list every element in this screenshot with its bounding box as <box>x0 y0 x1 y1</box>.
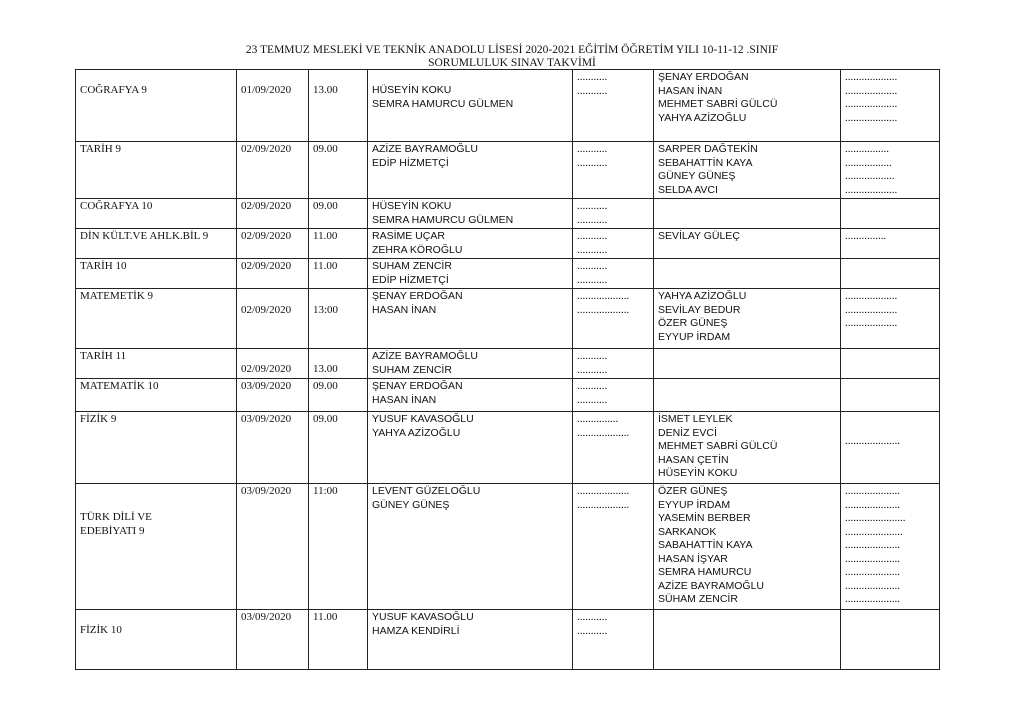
signature-dots: ................... <box>577 290 630 302</box>
exam-date: 02/09/2020 <box>241 230 292 242</box>
member-name: ŞENAY ERDOĞAN <box>658 71 749 83</box>
signature-dots: ..................... <box>845 525 903 538</box>
table-row <box>76 229 940 259</box>
date-cell <box>237 349 309 379</box>
signature-dots: ........... <box>577 200 608 212</box>
teachers-cell <box>368 289 573 349</box>
table-row <box>76 484 940 610</box>
time-cell <box>309 484 368 610</box>
signature-dots: .................... <box>845 552 900 565</box>
signature-dots: ................... <box>577 303 630 316</box>
signature-dots: .................... <box>845 435 900 447</box>
signature-cell <box>573 70 654 142</box>
signature-dots: ................... <box>845 98 898 110</box>
document-title-line1: 23 TEMMUZ MESLEKİ VE TEKNİK ANADOLU LİSESİ 2020-2021 EĞİTİM ÖĞRETİM YILI 10-11-12 .SINIF <box>245 44 779 56</box>
exam-time: 13.00 <box>313 363 338 375</box>
teacher-name: AZİZE BAYRAMOĞLU <box>372 350 478 362</box>
teachers-cell <box>368 142 573 199</box>
member-signature-cell <box>841 199 940 229</box>
teacher-name: GÜNEY GÜNEŞ <box>372 498 450 511</box>
member-name: SEBAHATTİN KAYA <box>658 156 753 169</box>
lesson-cell <box>76 349 237 379</box>
lesson-name: COĞRAFYA 9 <box>80 84 147 96</box>
signature-dots: ........... <box>577 260 608 272</box>
lesson-name: MATEMATİK 10 <box>80 380 159 392</box>
lesson-cell <box>76 199 237 229</box>
member-name: HASAN ÇETİN <box>658 453 729 466</box>
exam-date: 02/09/2020 <box>241 363 292 375</box>
member-name: EYYUP İRDAM <box>658 498 731 511</box>
lesson-cell <box>76 289 237 349</box>
teachers-cell <box>368 379 573 412</box>
members-cell <box>654 349 841 379</box>
exam-date: 02/09/2020 <box>241 200 292 212</box>
table-row <box>76 610 940 670</box>
lesson-cell <box>76 259 237 289</box>
exam-date: 03/09/2020 <box>241 485 292 497</box>
member-signature-cell <box>841 259 940 289</box>
signature-dots: ................. <box>845 156 892 169</box>
time-cell <box>309 142 368 199</box>
lesson-name: FİZİK 10 <box>80 624 122 636</box>
time-cell <box>309 70 368 142</box>
exam-date: 03/09/2020 <box>241 413 292 425</box>
signature-dots: .................... <box>845 539 900 551</box>
members-cell <box>654 289 841 349</box>
teacher-name: HASAN İNAN <box>372 393 437 406</box>
date-cell <box>237 412 309 484</box>
table-row <box>76 142 940 199</box>
member-signature-cell <box>841 412 940 484</box>
lesson-name: MATEMETİK 9 <box>80 290 154 302</box>
date-cell <box>237 289 309 349</box>
signature-dots: ........... <box>577 71 608 83</box>
member-signature-cell <box>841 349 940 379</box>
members-cell <box>654 229 841 259</box>
signature-cell <box>573 259 654 289</box>
teachers-cell <box>368 349 573 379</box>
teacher-name: SUHAM ZENCİR <box>372 260 452 272</box>
document-title-line2: SORUMLULUK SINAV TAKVİMİ <box>428 57 596 69</box>
table-row <box>76 259 940 289</box>
members-cell <box>654 70 841 142</box>
signature-dots: .................... <box>845 498 900 511</box>
lesson-name: TARİH 9 <box>80 143 121 155</box>
member-signature-cell <box>841 610 940 670</box>
signature-dots: ........... <box>577 156 608 169</box>
time-cell <box>309 379 368 412</box>
signature-dots: ............... <box>577 413 619 425</box>
exam-time: 13:00 <box>313 304 339 316</box>
members-cell <box>654 610 841 670</box>
member-name: EYYUP İRDAM <box>658 330 731 343</box>
signature-dots: .................. <box>845 170 895 182</box>
signature-dots: ............... <box>845 230 887 242</box>
signature-dots: ................... <box>845 111 898 124</box>
member-name: ÖZER GÜNEŞ <box>658 485 728 497</box>
member-name: SELDA AVCI <box>658 183 718 196</box>
lesson-name: TARİH 10 <box>80 260 127 272</box>
teacher-name: ŞENAY ERDOĞAN <box>372 380 463 392</box>
signature-dots: ................... <box>845 303 898 316</box>
teacher-name: HÜSEYİN KOKU <box>372 200 452 212</box>
member-signature-cell <box>841 379 940 412</box>
teacher-name: EDİP HİZMETÇİ <box>372 273 449 286</box>
exam-time: 09.00 <box>313 143 338 155</box>
lesson-name: TÜRK DİLİ VE EDEBİYATI 9 <box>80 511 152 537</box>
signature-dots: ................... <box>577 426 630 439</box>
signature-dots: ........... <box>577 213 608 226</box>
teachers-cell <box>368 199 573 229</box>
lesson-cell <box>76 412 237 484</box>
teacher-name: EDİP HİZMETÇİ <box>372 156 449 169</box>
exam-date: 03/09/2020 <box>241 380 292 392</box>
signature-dots: ........... <box>577 393 608 406</box>
exam-date: 02/09/2020 <box>241 304 292 316</box>
date-cell <box>237 484 309 610</box>
member-name: SARPER DAĞTEKİN <box>658 143 758 155</box>
table-row <box>76 349 940 379</box>
signature-dots: ........... <box>577 243 608 256</box>
teachers-cell <box>368 484 573 610</box>
time-cell <box>309 412 368 484</box>
lesson-cell <box>76 142 237 199</box>
exam-date: 02/09/2020 <box>241 143 292 155</box>
member-name: SÜHAM ZENCİR <box>658 593 738 605</box>
lesson-name: COĞRAFYA 10 <box>80 200 153 212</box>
member-name: AZİZE BAYRAMOĞLU <box>658 579 764 592</box>
exam-date: 03/09/2020 <box>241 611 292 623</box>
signature-dots: ................... <box>845 84 898 97</box>
teachers-cell <box>368 259 573 289</box>
exam-time: 11.00 <box>313 230 338 242</box>
signature-cell <box>573 289 654 349</box>
table-row <box>76 379 940 412</box>
teachers-cell <box>368 412 573 484</box>
date-cell <box>237 229 309 259</box>
date-cell <box>237 199 309 229</box>
signature-dots: ........... <box>577 273 608 286</box>
exam-date: 01/09/2020 <box>241 84 292 96</box>
member-name: SEVİLAY BEDUR <box>658 303 741 316</box>
teacher-name: YAHYA AZİZOĞLU <box>372 426 461 439</box>
exam-time: 11.00 <box>313 260 338 272</box>
teacher-name: HÜSEYİN KOKU <box>372 84 452 96</box>
member-name: İSMET LEYLEK <box>658 413 733 425</box>
member-name: HASAN İNAN <box>658 84 723 97</box>
time-cell <box>309 199 368 229</box>
member-name: DENİZ EVCİ <box>658 426 717 439</box>
signature-dots: .................... <box>845 566 900 578</box>
signature-dots: ........... <box>577 143 608 155</box>
table-row <box>76 412 940 484</box>
member-name: YAHYA AZİZOĞLU <box>658 111 747 124</box>
member-name: YASEMİN BERBER <box>658 512 751 524</box>
member-name: MEHMET SABRİ GÜLCÜ <box>658 440 778 452</box>
member-signature-cell <box>841 289 940 349</box>
signature-cell <box>573 199 654 229</box>
exam-date: 02/09/2020 <box>241 260 292 272</box>
member-signature-cell <box>841 484 940 610</box>
signature-dots: ........... <box>577 84 608 97</box>
exam-time: 13.00 <box>313 84 338 96</box>
time-cell <box>309 229 368 259</box>
teacher-name: YUSUF KAVASOĞLU <box>372 611 474 623</box>
teachers-cell <box>368 229 573 259</box>
date-cell <box>237 259 309 289</box>
signature-dots: ................... <box>845 71 898 83</box>
members-cell <box>654 199 841 229</box>
member-name: MEHMET SABRİ GÜLCÜ <box>658 98 778 110</box>
exam-time: 09.00 <box>313 380 338 392</box>
signature-dots: ................ <box>845 143 889 155</box>
signature-cell <box>573 412 654 484</box>
members-cell <box>654 142 841 199</box>
member-name: SEMRA HAMURCU <box>658 566 752 578</box>
member-signature-cell <box>841 229 940 259</box>
member-name: SARKANOK <box>658 525 717 538</box>
signature-dots: ................... <box>845 317 898 329</box>
teacher-name: AZİZE BAYRAMOĞLU <box>372 143 478 155</box>
member-name: SEVİLAY GÜLEÇ <box>658 230 740 242</box>
time-cell <box>309 259 368 289</box>
table-row <box>76 199 940 229</box>
member-name: ÖZER GÜNEŞ <box>658 317 728 329</box>
member-name: GÜNEY GÜNEŞ <box>658 170 736 182</box>
teacher-name: SUHAM ZENCİR <box>372 363 452 376</box>
teacher-name: ŞENAY ERDOĞAN <box>372 290 463 302</box>
time-cell <box>309 289 368 349</box>
lesson-cell <box>76 610 237 670</box>
date-cell <box>237 379 309 412</box>
signature-cell <box>573 484 654 610</box>
signature-cell <box>573 610 654 670</box>
members-cell <box>654 484 841 610</box>
teacher-name: HASAN İNAN <box>372 303 437 316</box>
member-signature-cell <box>841 142 940 199</box>
members-cell <box>654 412 841 484</box>
date-cell <box>237 70 309 142</box>
time-cell <box>309 610 368 670</box>
signature-dots: .................... <box>845 579 900 592</box>
member-signature-cell <box>841 70 940 142</box>
teacher-name: SEMRA HAMURCU GÜLMEN <box>372 97 514 110</box>
signature-dots: ................... <box>577 485 630 497</box>
member-name: HÜSEYİN KOKU <box>658 467 738 479</box>
signature-dots: .................... <box>845 485 900 497</box>
exam-time: 11:00 <box>313 485 338 497</box>
signature-cell <box>573 349 654 379</box>
signature-dots: ........... <box>577 611 608 623</box>
signature-dots: ........... <box>577 363 608 376</box>
member-name: HASAN İŞYAR <box>658 552 728 565</box>
teacher-name: SEMRA HAMURCU GÜLMEN <box>372 213 514 226</box>
signature-dots: ........... <box>577 624 608 637</box>
lesson-name: FİZİK 9 <box>80 413 117 425</box>
teachers-cell <box>368 70 573 142</box>
signature-dots: ........... <box>577 380 608 392</box>
exam-schedule-table <box>75 69 940 670</box>
lesson-cell <box>76 484 237 610</box>
signature-cell <box>573 379 654 412</box>
exam-time: 09.00 <box>313 413 338 425</box>
lesson-cell <box>76 70 237 142</box>
date-cell <box>237 610 309 670</box>
lesson-cell <box>76 229 237 259</box>
teachers-cell <box>368 610 573 670</box>
teacher-name: ZEHRA KÖROĞLU <box>372 243 463 256</box>
exam-time: 11.00 <box>313 611 338 623</box>
members-cell <box>654 259 841 289</box>
signature-dots: .................... <box>845 593 900 605</box>
member-name: YAHYA AZİZOĞLU <box>658 290 747 302</box>
member-name: SABAHATTİN KAYA <box>658 539 753 551</box>
teacher-name: HAMZA KENDİRLİ <box>372 624 460 637</box>
signature-dots: ................... <box>845 183 898 196</box>
teacher-name: RASİME UÇAR <box>372 230 445 242</box>
members-cell <box>654 379 841 412</box>
signature-dots: ................... <box>577 498 630 511</box>
exam-time: 09.00 <box>313 200 338 212</box>
signature-dots: ........... <box>577 230 608 242</box>
date-cell <box>237 142 309 199</box>
lesson-name: DİN KÜLT.VE AHLK.BİL 9 <box>80 230 209 242</box>
signature-dots: ........... <box>577 350 608 362</box>
lesson-name: TARİH 11 <box>80 350 127 362</box>
lesson-cell <box>76 379 237 412</box>
teacher-name: YUSUF KAVASOĞLU <box>372 413 474 425</box>
signature-cell <box>573 229 654 259</box>
table-row <box>76 70 940 142</box>
signature-dots: ................... <box>845 290 898 302</box>
signature-cell <box>573 142 654 199</box>
time-cell <box>309 349 368 379</box>
table-row <box>76 289 940 349</box>
signature-dots: ...................... <box>845 512 906 524</box>
teacher-name: LEVENT GÜZELOĞLU <box>372 485 481 497</box>
